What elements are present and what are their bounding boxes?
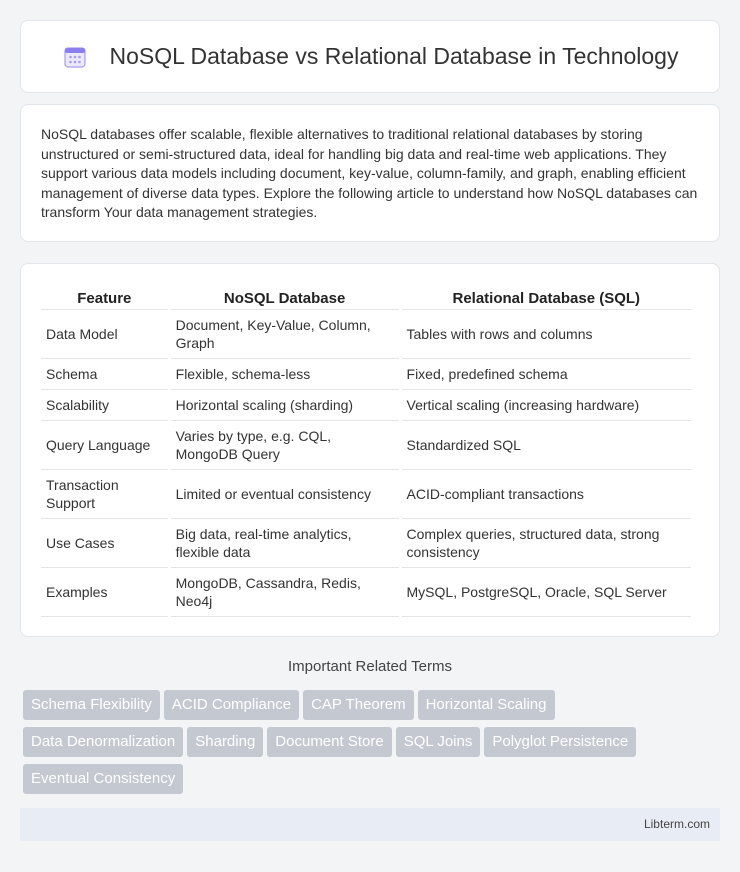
- table-row: [41, 519, 691, 568]
- related-term-tag[interactable]: SQL Joins: [396, 727, 481, 757]
- comparison-table-card: [20, 263, 720, 637]
- row-sql-value: MySQL, PostgreSQL, Oracle, SQL Server: [402, 568, 691, 617]
- related-terms-list: [23, 690, 723, 801]
- related-terms-title: Important Related Terms: [288, 658, 452, 675]
- table-row: [41, 470, 691, 519]
- row-feature: Query Language: [41, 421, 168, 470]
- row-nosql-value: Document, Key-Value, Column, Graph: [171, 310, 399, 359]
- row-nosql-value: Flexible, schema-less: [171, 359, 399, 390]
- intro-paragraph: NoSQL databases offer scalable, flexible alternatives to traditional relational databases by storing unstructured or semi-structured data, ideal for handling big data and real-time web applications. They support various data models including document, key-value, column-family, and graph, enabling efficient management of diverse data types. Explore the following article to understand how NoSQL databases can transform Your data management strategies.: [41, 126, 698, 220]
- related-term-tag[interactable]: Eventual Consistency: [23, 764, 183, 794]
- related-term-tag[interactable]: Sharding: [187, 727, 263, 757]
- comparison-table: [38, 284, 694, 617]
- row-nosql-value: Varies by type, e.g. CQL, MongoDB Query: [171, 421, 399, 470]
- row-feature: Schema: [41, 359, 168, 390]
- related-term-tag[interactable]: ACID Compliance: [164, 690, 299, 720]
- table-header-row: [41, 284, 691, 310]
- footer-site-link[interactable]: Libterm.com: [643, 817, 710, 831]
- related-term-tag[interactable]: Document Store: [267, 727, 391, 757]
- row-sql-value: Vertical scaling (increasing hardware): [402, 390, 691, 421]
- row-sql-value: ACID-compliant transactions: [402, 470, 691, 519]
- row-nosql-value: Limited or eventual consistency: [171, 470, 399, 519]
- related-term-tag[interactable]: Schema Flexibility: [23, 690, 160, 720]
- row-sql-value: Standardized SQL: [402, 421, 691, 470]
- row-sql-value: Tables with rows and columns: [402, 310, 691, 359]
- table-row: [41, 359, 691, 390]
- table-row: [41, 310, 691, 359]
- page-title: NoSQL Database vs Relational Database in Technology: [109, 43, 679, 69]
- related-term-tag[interactable]: Polyglot Persistence: [484, 727, 636, 757]
- row-feature: Examples: [41, 568, 168, 617]
- intro-card: [20, 104, 720, 242]
- table-row: [41, 421, 691, 470]
- calendar-icon: [62, 44, 88, 70]
- row-sql-value: Complex queries, structured data, strong consistency: [402, 519, 691, 568]
- row-feature: Use Cases: [41, 519, 168, 568]
- related-term-tag[interactable]: CAP Theorem: [303, 690, 414, 720]
- row-sql-value: Fixed, predefined schema: [402, 359, 691, 390]
- row-feature: Data Model: [41, 310, 168, 359]
- table-row: [41, 568, 691, 617]
- title-card: [20, 20, 720, 93]
- footer: [20, 808, 720, 841]
- row-feature: Transaction Support: [41, 470, 168, 519]
- header-nosql: NoSQL Database: [171, 284, 399, 310]
- row-feature: Scalability: [41, 390, 168, 421]
- related-term-tag[interactable]: Data Denormalization: [23, 727, 183, 757]
- row-nosql-value: Big data, real-time analytics, flexible data: [171, 519, 399, 568]
- header-feature: Feature: [41, 284, 168, 310]
- row-nosql-value: Horizontal scaling (sharding): [171, 390, 399, 421]
- related-term-tag[interactable]: Horizontal Scaling: [418, 690, 555, 720]
- row-nosql-value: MongoDB, Cassandra, Redis, Neo4j: [171, 568, 399, 617]
- header-relational: Relational Database (SQL): [402, 284, 691, 310]
- table-row: [41, 390, 691, 421]
